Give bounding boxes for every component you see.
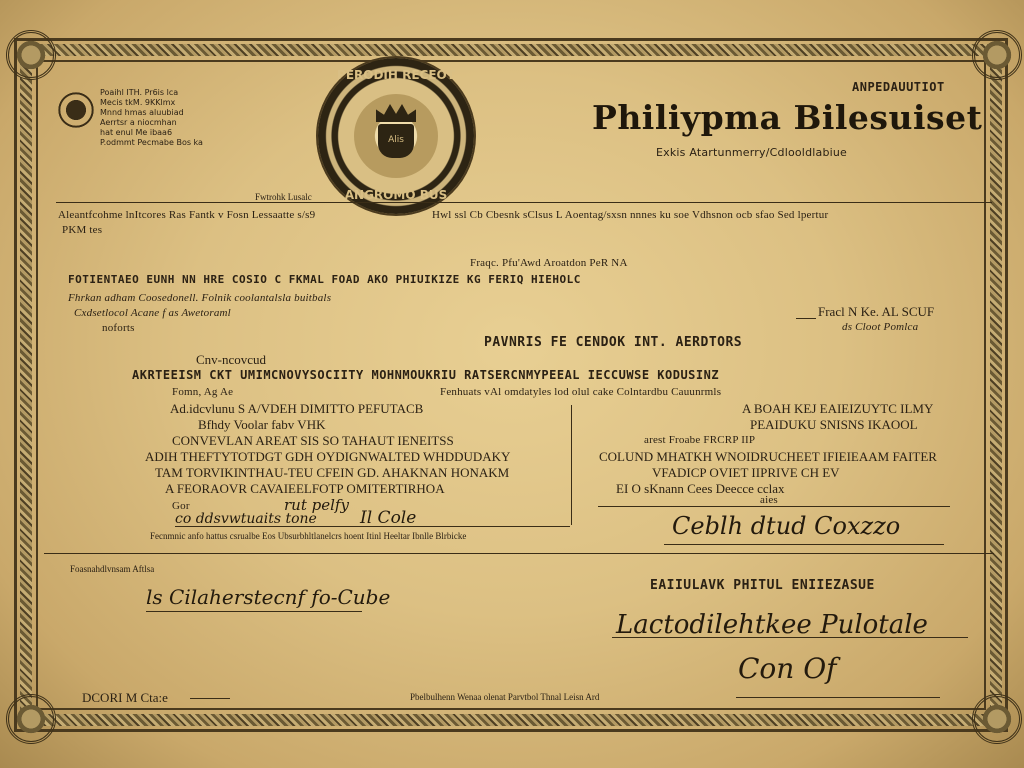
shield-icon — [378, 124, 414, 158]
seal-center — [354, 94, 438, 178]
top-right-label: ANPEDAUUTIOT — [852, 80, 945, 94]
official-seal — [318, 58, 474, 214]
footer-center-text: Pbelbulhenn Wenaa olenat Parvtbol Thnal Leisn Ard — [410, 692, 600, 702]
emblem-text — [100, 88, 203, 148]
seal-bottom-text: ANGROMO BUS — [344, 188, 448, 202]
emblem-line: Poaihl ITH. Pr6is lca — [100, 88, 179, 97]
section-sub-right: Fenhuats vAl omdatyles lod olul cake Colntardbu Cauunrmls — [440, 386, 722, 398]
left-signature-b: co ddsvwtuaits tone — [175, 511, 317, 527]
left-block-line: A FEORAOVR CAVAIEELFOTP OMITERTIRHOA — [165, 481, 445, 496]
corner-ornament-icon — [972, 30, 1022, 80]
signature-line — [175, 526, 570, 527]
divider — [44, 553, 994, 554]
row1-right-text: Hwl ssl Cb Cbesnk sClsus L Aoentag/sxsn nnnes ku soe Vdhsnon ocb sfao Sed lpertur — [432, 209, 829, 221]
section-left-label: Cnv-ncovcud — [196, 352, 267, 367]
row1-left-text: Aleantfcohme lnItcores Ras Fantk v Fosn Lessaatte s/s9 — [58, 209, 316, 221]
left-block-line: TAM TORVIKINTHAU-TEU CFEIN GD. AHAKNAN HONAKM — [155, 465, 510, 480]
right-block-line: A BOAH KEJ EAIEIZUYTC ILMY — [742, 401, 934, 416]
shield-label: Alis — [388, 135, 404, 145]
left-block-line: Bfhdy Voolar fabv VHK — [198, 417, 326, 432]
bottom-right-heading: EAIIULAVK PHITUL ENIIEZASUE — [650, 578, 875, 593]
seal-top-text: PERODIH RECEOT — [337, 68, 455, 82]
right-block-line: arest Froabe FRCRP IIP — [644, 434, 756, 446]
bottom-left-label: Foasnahdlvnsam Aftlsa — [70, 564, 155, 574]
left-signature-a: rut pelfy — [284, 496, 349, 514]
emblem-line: Mnnd hmas aluubiad — [100, 108, 184, 117]
signature-line — [612, 637, 968, 638]
corner-ornament-icon — [6, 694, 56, 744]
divider — [190, 698, 230, 699]
right-block-line: COLUND MHATKH WNOIDRUCHEET IFIEIEAAM FAITER — [599, 449, 937, 464]
signature-line — [664, 544, 944, 545]
column-divider — [571, 405, 572, 525]
signature-line — [736, 697, 940, 698]
section-long-line: AKRTEEISM CKT UMIMCNOVYSOCIITY MOHNMOUKRIU RATSERCNMYPEEAL IECCUWSE KODUSINZ — [132, 368, 720, 382]
row2-right-sub: ds Cloot Pomlca — [842, 321, 919, 333]
right-block-line: VFADICP OVIET IIPRIVE CH EV — [652, 465, 840, 480]
bottom-right-initials: Con Of — [738, 652, 837, 685]
bottom-right-signature: Lactodilehtkee Pulotale — [616, 610, 928, 640]
row2-main-line: FOTIENTAEO EUNH NN HRE COSIO C FKMAL FOAD AKO PHIUIKIZE KG FERIQ HIEHOLC — [68, 273, 581, 286]
left-block-line: ADIH THEFTYTOTDGT GDH OYDIGNWALTED WHDDUDAKY — [145, 449, 511, 464]
left-block-footer: Fecnmnic anfo hattus csrualbe Eos Ubsurbhltlanelcrs hoent Itinl Heeltar Ibnlle Blrbicke — [150, 531, 467, 541]
section-sub-left: Fomn, Ag Ae — [172, 386, 234, 398]
signature-line — [598, 506, 950, 507]
right-signature: Ceblh dtud Coxzzo — [672, 512, 901, 540]
left-sig-label: Gor — [172, 500, 190, 512]
row2-sub-line: noforts — [102, 322, 135, 334]
corner-ornament-icon — [972, 694, 1022, 744]
left-block-line: CONVEVLAN AREAT SIS SO TAHAUT IENEITSS — [172, 433, 454, 448]
row1-small-label: Fwtrohk Lusalc — [255, 192, 312, 202]
emblem-line: P.odmmt Pecmabe Bos ka — [100, 138, 203, 147]
bottom-left-signature: ls Cilaherstecnf fo-Cube — [146, 585, 391, 609]
right-block-line: EI O sKnann Cees Deecce cclax — [616, 481, 785, 496]
globe-emblem-icon — [56, 90, 96, 130]
divider — [56, 202, 992, 203]
left-signature-c: Il Cole — [360, 508, 417, 528]
document-subtitle: Exkis Atartunmerry/Cdlooldlabiue — [656, 146, 848, 159]
divider — [796, 318, 816, 319]
row2-center-top: Fraqc. Pfu'Awd Aroatdon PeR NA — [470, 257, 628, 269]
crown-icon — [376, 104, 416, 122]
row2-sub-line: Cxdsetlocol Acane f as Awetoraml — [74, 307, 231, 319]
row2-right-text: Fracl N Ke. AL SCUF — [818, 304, 935, 319]
emblem-line: hat enul Me ibaa6 — [100, 128, 173, 137]
right-block-line: PEAIDUKU SNISNS IKAOOL — [750, 417, 918, 432]
corner-ornament-icon — [6, 30, 56, 80]
left-block-line: Ad.idcvlunu S A/VDEH DIMITTO PEFUTACB — [170, 401, 424, 416]
footer-left-text: DCORI M Cta:e — [82, 690, 168, 705]
emblem-line: Mecis tkM. 9KKlmx — [100, 98, 176, 107]
emblem-line: Aerrtsr a niocmhan — [100, 118, 177, 127]
document-title: Philiypma Bilesuiset — [592, 98, 983, 137]
right-small-note: aies — [760, 494, 778, 506]
signature-line — [146, 611, 362, 612]
row2-sub-line: Fhrkan adham Coosedonell. Folnik coolantalsla buitbals — [68, 292, 332, 304]
row1-left-sub: PKM tes — [62, 224, 103, 236]
section-heading: PAVNRIS FE CENDOK INT. AERDTORS — [484, 335, 743, 350]
